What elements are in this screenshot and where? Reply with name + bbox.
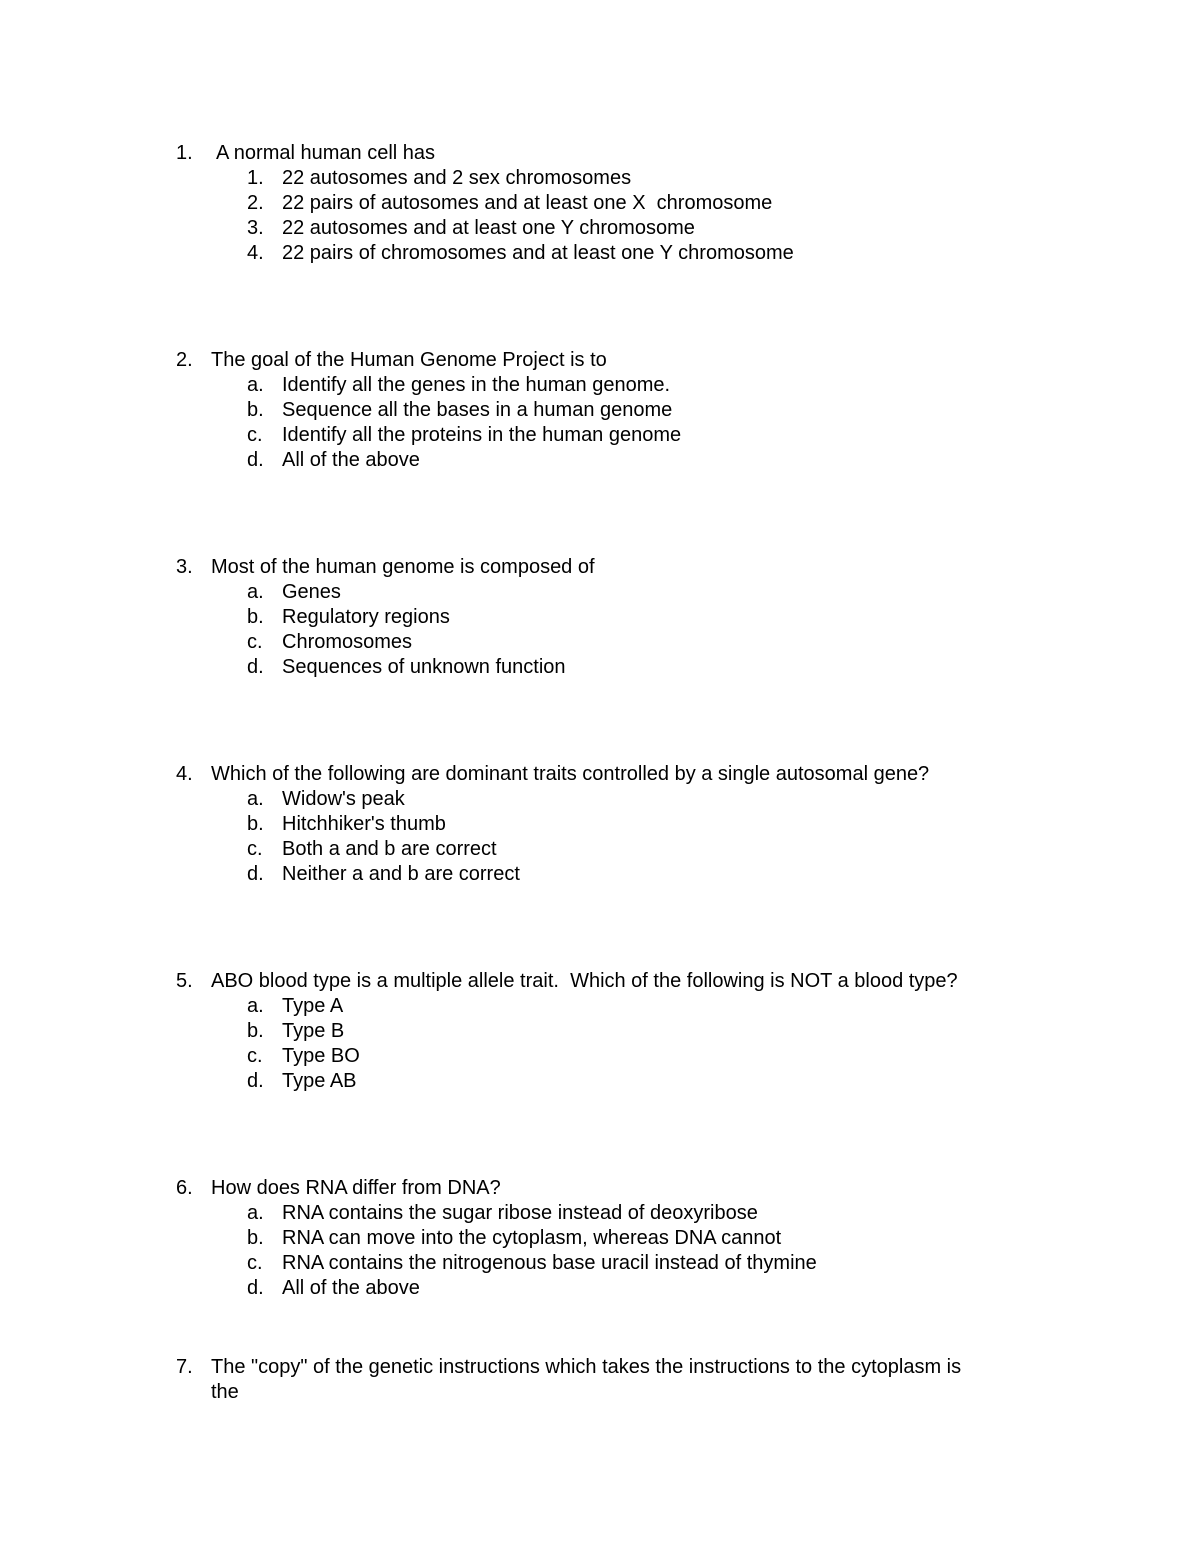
option-label: b.	[247, 1227, 264, 1249]
option-text: Type BO	[282, 1045, 360, 1067]
option-text: All of the above	[282, 1277, 420, 1299]
option-text: 22 pairs of chromosomes and at least one Y chromosome	[282, 242, 794, 264]
answer-option	[0, 812, 1200, 837]
answer-option	[0, 398, 1200, 423]
option-text: Sequences of unknown function	[282, 656, 566, 678]
answer-option	[0, 423, 1200, 448]
option-label: a.	[247, 374, 264, 396]
answer-option	[0, 166, 1200, 191]
question-number: 4.	[176, 763, 193, 785]
option-label: a.	[247, 995, 264, 1017]
question-number: 7.	[176, 1356, 193, 1378]
question-1	[0, 141, 1200, 266]
option-label: d.	[247, 656, 264, 678]
option-label: a.	[247, 581, 264, 603]
question-7	[0, 1355, 1200, 1405]
option-label: c.	[247, 1252, 263, 1274]
answer-option	[0, 1276, 1200, 1301]
question-text: How does RNA differ from DNA?	[211, 1177, 501, 1199]
option-text: Hitchhiker's thumb	[282, 813, 446, 835]
answer-option	[0, 191, 1200, 216]
question-stem	[0, 555, 1200, 580]
question-number: 1.	[176, 142, 193, 164]
option-text: Identify all the proteins in the human genome	[282, 424, 682, 446]
question-4	[0, 762, 1200, 887]
question-3	[0, 555, 1200, 680]
option-label: 1.	[247, 167, 264, 189]
answer-option	[0, 787, 1200, 812]
option-text: 22 autosomes and at least one Y chromosome	[282, 217, 695, 239]
question-stem	[0, 969, 1200, 994]
question-stem	[0, 1355, 1200, 1380]
answer-option	[0, 448, 1200, 473]
question-stem-continued	[0, 1380, 1200, 1405]
answer-option	[0, 1019, 1200, 1044]
option-label: d.	[247, 1070, 264, 1092]
option-text: Type AB	[282, 1070, 357, 1092]
option-text: RNA contains the nitrogenous base uracil instead of thymine	[282, 1252, 817, 1274]
answer-option	[0, 580, 1200, 605]
question-text: The goal of the Human Genome Project is to	[211, 349, 607, 371]
question-number: 6.	[176, 1177, 193, 1199]
option-text: 22 pairs of autosomes and at least one X chromosome	[282, 192, 773, 214]
option-text: 22 autosomes and 2 sex chromosomes	[282, 167, 632, 189]
answer-option	[0, 1069, 1200, 1094]
option-label: 4.	[247, 242, 264, 264]
option-text: Type B	[282, 1020, 345, 1042]
question-number: 3.	[176, 556, 193, 578]
question-number: 2.	[176, 349, 193, 371]
answer-option	[0, 630, 1200, 655]
option-label: b.	[247, 813, 264, 835]
answer-option	[0, 216, 1200, 241]
option-text: RNA contains the sugar ribose instead of deoxyribose	[282, 1202, 758, 1224]
option-text: Type A	[282, 995, 344, 1017]
option-text: Both a and b are correct	[282, 838, 497, 860]
question-5	[0, 969, 1200, 1094]
option-label: c.	[247, 1045, 263, 1067]
option-text: Genes	[282, 581, 341, 603]
option-text: RNA can move into the cytoplasm, whereas DNA cannot	[282, 1227, 782, 1249]
option-text: Regulatory regions	[282, 606, 450, 628]
question-2	[0, 348, 1200, 473]
question-text: Which of the following are dominant traits controlled by a single autosomal gene?	[211, 763, 930, 785]
option-label: b.	[247, 606, 264, 628]
option-label: c.	[247, 424, 263, 446]
question-6	[0, 1176, 1200, 1301]
option-label: c.	[247, 838, 263, 860]
option-text: Sequence all the bases in a human genome	[282, 399, 673, 421]
option-label: b.	[247, 399, 264, 421]
option-label: d.	[247, 863, 264, 885]
option-label: 2.	[247, 192, 264, 214]
question-number: 5.	[176, 970, 193, 992]
answer-option	[0, 837, 1200, 862]
answer-option	[0, 373, 1200, 398]
option-label: d.	[247, 449, 264, 471]
answer-option	[0, 1201, 1200, 1226]
option-label: a.	[247, 1202, 264, 1224]
option-text: Chromosomes	[282, 631, 413, 653]
question-text: ABO blood type is a multiple allele trait. Which of the following is NOT a blood type?	[211, 970, 958, 992]
answer-option	[0, 605, 1200, 630]
option-label: c.	[247, 631, 263, 653]
question-stem	[0, 141, 1200, 166]
option-text: Widow's peak	[282, 788, 405, 810]
question-text: The "copy" of the genetic instructions which takes the instructions to the cytoplasm is	[211, 1356, 962, 1378]
answer-option	[0, 655, 1200, 680]
option-label: d.	[247, 1277, 264, 1299]
question-text-continued: the	[211, 1381, 239, 1403]
question-stem	[0, 762, 1200, 787]
option-text: Neither a and b are correct	[282, 863, 520, 885]
option-text: Identify all the genes in the human genome.	[282, 374, 671, 396]
answer-option	[0, 241, 1200, 266]
option-label: b.	[247, 1020, 264, 1042]
answer-option	[0, 1226, 1200, 1251]
answer-option	[0, 994, 1200, 1019]
answer-option	[0, 862, 1200, 887]
question-stem	[0, 348, 1200, 373]
answer-option	[0, 1251, 1200, 1276]
option-label: 3.	[247, 217, 264, 239]
question-text: Most of the human genome is composed of	[211, 556, 595, 578]
option-text: All of the above	[282, 449, 420, 471]
question-text: A normal human cell has	[216, 142, 436, 164]
option-label: a.	[247, 788, 264, 810]
answer-option	[0, 1044, 1200, 1069]
question-stem	[0, 1176, 1200, 1201]
